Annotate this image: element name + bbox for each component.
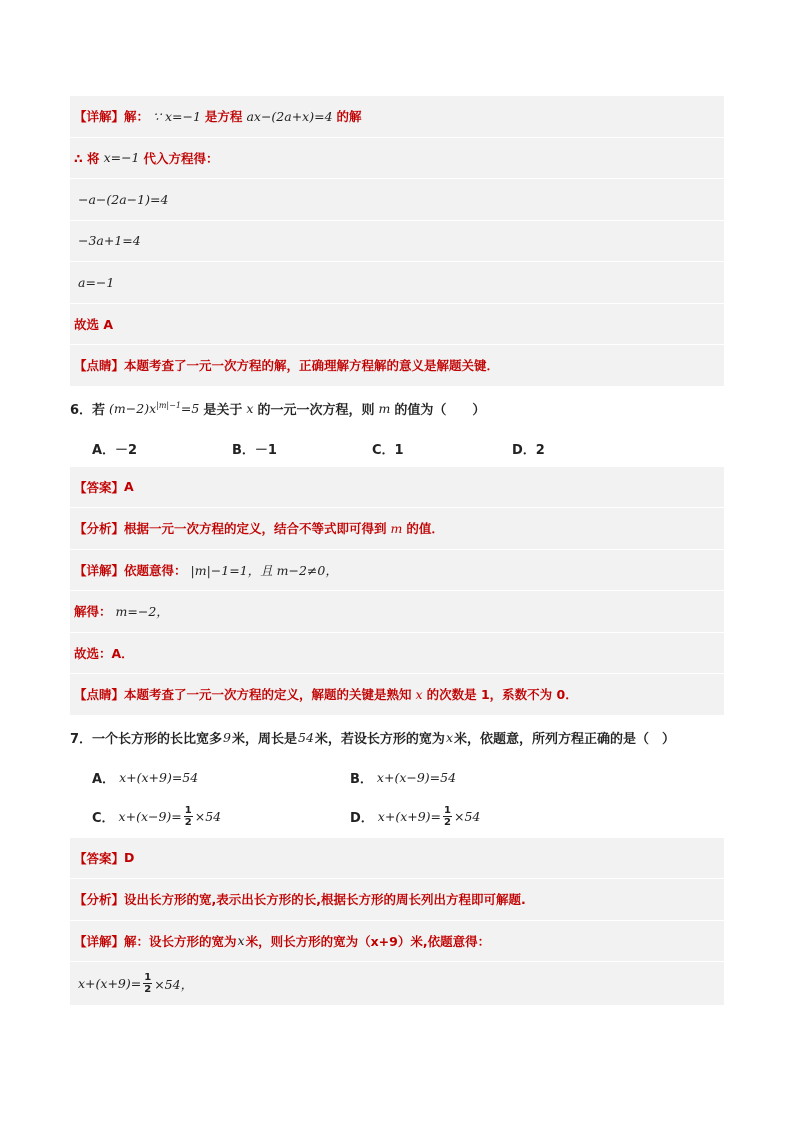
q6-choose-row: 故选：A． xyxy=(70,633,724,675)
q5-step1-row: ∴ 将 x=−1 代入方程得： xyxy=(70,138,724,180)
q7-detail-row: 【详解】 解：设长方形的宽为 x 米，则长方形的宽为（x+9）米,依题意得： xyxy=(70,921,724,963)
q7-option-d: D． x+(x+9)= $\frac{1}{2}$ ×54 xyxy=(350,805,481,828)
q5-eq3-row: a=−1 xyxy=(70,262,724,304)
q6-solve-row: 解得： m=−2， xyxy=(70,591,724,633)
q7-answer-row: 【答案】 D xyxy=(70,838,724,880)
fraction-half: $\frac{1}{2}$ xyxy=(184,805,192,828)
document-page xyxy=(70,96,724,1006)
q7-analysis-row: 【分析】 设出长方形的宽,表示出长方形的长,根据长方形的周长列出方程即可解题. xyxy=(70,879,724,921)
q6-comment-row: 【点睛】 本题考查了一元一次方程的定义，解题的关键是熟知 x 的次数是 1，系数不为 0． xyxy=(70,674,724,716)
q6-option-a: A．－2 xyxy=(92,443,138,458)
q5-choose-row: 故选 A xyxy=(70,304,724,346)
q7-option-a: A． x+(x+9)=54 xyxy=(92,770,199,787)
q7-solution-block xyxy=(70,838,724,1007)
q7-options-row1 xyxy=(70,760,724,796)
q6-analysis-row: 【分析】 根据一元一次方程的定义，结合不等式即可得到 m 的值． xyxy=(70,508,724,550)
q5-detail-row: 【详解】 解： ∵ x=−1 是方程 ax−(2a+x)=4 的解 xyxy=(70,96,724,138)
q6-option-c: C．1 xyxy=(372,443,404,458)
q7-stem: 7．一个长方形的长比宽多 9 米，周长是 54 米，若设长方形的宽为 x 米，依题意，所列方程正确的是（ ） xyxy=(70,730,676,747)
q5-comment-row: 【点睛】 本题考查了一元一次方程的解，正确理解方程解的意义是解题关键． xyxy=(70,345,724,387)
q5-solution-block xyxy=(70,96,724,387)
q6-options xyxy=(70,431,724,467)
q6-option-b: B．－1 xyxy=(232,443,277,458)
q7-final-row: x+(x+9)= $\frac{1}{2}$ ×54， xyxy=(70,962,724,1006)
q7-option-c: C． x+(x−9)= $\frac{1}{2}$ ×54 xyxy=(92,805,222,828)
q6-solution-block xyxy=(70,467,724,716)
q7-options-row2 xyxy=(70,796,724,838)
detail-label: 【详解】 xyxy=(74,109,125,125)
q6-answer-row: 【答案】 A xyxy=(70,467,724,509)
q5-eq2-row: −3a+1=4 xyxy=(70,221,724,263)
q6-stem: 6．若 $(m-2)x^{|m|-1}=5$ 是关于 x 的一元一次方程，则 m 的值为（ ） xyxy=(70,400,486,418)
q5-eq1-row: −a−(2a−1)=4 xyxy=(70,179,724,221)
fraction-half: $\frac{1}{2}$ xyxy=(144,972,152,995)
q7-option-b: B． x+(x−9)=54 xyxy=(350,770,457,787)
q6-option-d: D．2 xyxy=(512,443,545,458)
q6-detail-row: 【详解】 依题意得： |m|−1=1，且 m−2≠0， xyxy=(70,550,724,592)
fraction-half: $\frac{1}{2}$ xyxy=(444,805,451,828)
